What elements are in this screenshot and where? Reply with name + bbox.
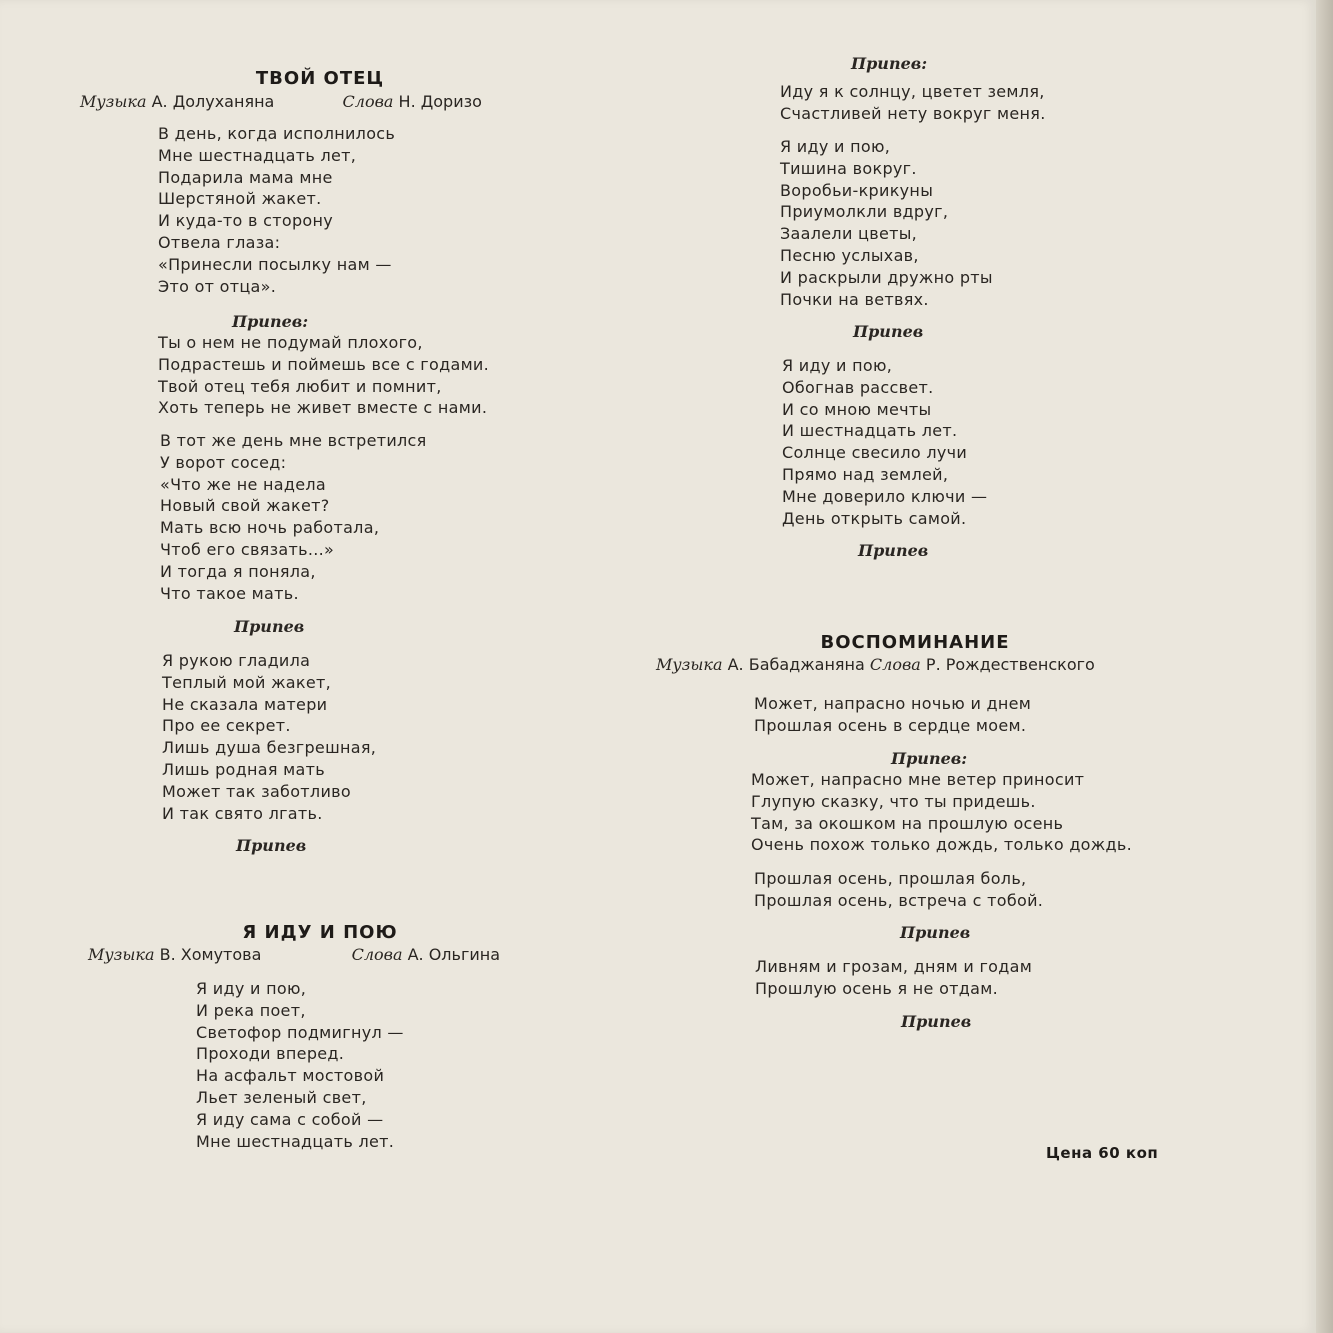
song2-credits (88, 945, 500, 964)
lyric-line: И куда-то в сторону (158, 211, 334, 231)
lyric-line: И раскрыли дружно рты (780, 267, 993, 287)
lyric-line: Обогнав рассвет. (782, 377, 934, 397)
lyric-line: Подарила мама мне (158, 167, 333, 187)
lyric-line: И шестнадцать лет. (782, 421, 958, 441)
song1-words-author: Н. Доризо (398, 92, 482, 111)
song1-refrain-label-2: Припев (234, 617, 305, 636)
lyric-line: Это от отца». (158, 276, 277, 296)
song1-verse1 (158, 123, 395, 297)
lyric-line: Я иду и пою, (782, 356, 893, 375)
song2-verse2 (780, 136, 993, 310)
lyric-line: В тот же день мне встретился (160, 431, 427, 450)
song2-refrain-label-3: Припев (858, 541, 929, 560)
song2-words-label: Слова (351, 945, 403, 964)
lyric-line: Про ее секрет. (162, 716, 291, 736)
lyric-line: Там, за окошком на прошлую осень (751, 813, 1064, 833)
lyric-line: Я рукою гладила (162, 651, 311, 670)
sleeve-edge (1316, 0, 1333, 1333)
song3-music-label: Музыка (656, 655, 723, 674)
lyric-line: В день, когда исполнилось (158, 124, 396, 143)
song1-verse2 (160, 430, 427, 604)
song1-verse3 (162, 650, 376, 824)
lyric-line: Чтоб его связать...» (160, 539, 335, 559)
song1-refrain-label-3: Припев (236, 836, 307, 855)
lyric-line: Может, напрасно мне ветер приносит (751, 770, 1085, 789)
song2-title: Я ИДУ И ПОЮ (242, 922, 398, 943)
song3-refrain (751, 769, 1132, 856)
lyric-line: Лишь родная мать (162, 759, 325, 779)
lyric-line: Мне шестнадцать лет, (158, 145, 357, 165)
song3-credits (656, 655, 1095, 674)
lyric-line: Подрастешь и поймешь все с годами. (158, 354, 490, 374)
lyric-line: Мне шестнадцать лет. (196, 1131, 395, 1151)
song3-refrain-label-3: Припев (901, 1012, 972, 1031)
song3-words-author: Р. Рождественского (925, 655, 1095, 674)
lyric-line: Может так заботливо (162, 781, 351, 801)
song2-music-label: Музыка (88, 945, 155, 964)
song2-verse3 (782, 355, 987, 529)
lyric-line: И со мною мечты (782, 399, 932, 419)
lyric-line: Мне доверило ключи — (782, 486, 988, 506)
song2-refrain-label-1: Припев: (851, 54, 928, 73)
lyric-line: Светофор подмигнул — (196, 1022, 404, 1042)
song1-credits (80, 92, 482, 111)
song1-music-label: Музыка (80, 92, 147, 111)
lyric-line: Проходи вперед. (196, 1044, 345, 1064)
lyric-line: Солнце свесило лучи (782, 443, 968, 463)
lyric-line: И тогда я поняла, (160, 561, 316, 581)
lyric-line: Я иду сама с собой — (196, 1109, 384, 1129)
lyric-line: Прямо над землей, (782, 464, 949, 484)
lyric-line: У ворот сосед: (160, 452, 287, 472)
lyric-line: Лишь душа безгрешная, (162, 738, 377, 758)
lyric-line: Тишина вокруг. (780, 158, 917, 178)
song3-title: ВОСПОМИНАНИЕ (820, 632, 1010, 653)
lyric-line: Прошлая осень в сердце моем. (754, 715, 1027, 735)
lyric-line: Прошлая осень, встреча с тобой. (754, 890, 1044, 910)
lyric-line: Ливням и грозам, дням и годам (755, 957, 1033, 976)
lyric-line: «Принесли посылку нам — (158, 254, 392, 274)
lyric-line: Очень похож только дождь, только дождь. (751, 835, 1132, 855)
lyric-line: Хоть теперь не живет вместе с нами. (158, 398, 488, 418)
lyric-line: И так свято лгать. (162, 803, 323, 823)
song3-verse2 (754, 868, 1043, 912)
lyric-line: Прошлая осень, прошлая боль, (754, 869, 1027, 888)
song2-refrain-label-2: Припев (853, 322, 924, 341)
lyric-line: Почки на ветвях. (780, 289, 929, 309)
lyric-line: Заалели цветы, (780, 224, 918, 244)
song1-refrain-label-1: Припев: (232, 312, 309, 331)
lyric-line: И река поет, (196, 1000, 306, 1020)
lyric-line: Шерстяной жакет. (158, 189, 322, 209)
lyric-line: На асфальт мостовой (196, 1066, 385, 1086)
song2-verse1 (196, 978, 404, 1152)
lyric-line: Новый свой жакет? (160, 496, 330, 516)
song3-refrain-label-1: Припев: (891, 749, 968, 768)
lyric-line: Не сказала матери (162, 694, 328, 714)
song3-music-author: А. Бабаджаняна (727, 655, 865, 674)
lyric-line: Что такое мать. (160, 583, 299, 603)
song1-title: ТВОЙ ОТЕЦ (255, 68, 385, 89)
song3-words-label: Слова (869, 655, 921, 674)
lyric-line: Теплый мой жакет, (162, 672, 331, 692)
lyric-line: Глупую сказку, что ты придешь. (751, 791, 1036, 811)
lyric-line: Иду я к солнцу, цветет земля, (780, 82, 1045, 101)
lyric-line: «Что же не надела (160, 474, 326, 494)
lyric-line: Может, напрасно ночью и днем (754, 694, 1032, 713)
lyric-line: Отвела глаза: (158, 232, 281, 252)
lyric-line: Прошлую осень я не отдам. (755, 978, 999, 998)
song1-words-label: Слова (342, 92, 394, 111)
lyric-line: Я иду и пою, (780, 137, 891, 156)
lyric-line: Счастливей нету вокруг меня. (780, 103, 1046, 123)
lyric-line: Льет зеленый свет, (196, 1087, 367, 1107)
lyric-line: Воробьи-крикуны (780, 180, 934, 200)
lyric-line: Ты о нем не подумай плохого, (158, 333, 423, 352)
song2-words-author: А. Ольгина (407, 945, 501, 964)
lyric-line: Мать всю ночь работала, (160, 518, 380, 538)
lyric-line: Приумолкли вдруг, (780, 202, 949, 222)
song3-verse1 (754, 693, 1031, 737)
song2-refrain (780, 81, 1046, 125)
lyric-line: Твой отец тебя любит и помнит, (158, 376, 442, 396)
song3-verse3 (755, 956, 1032, 1000)
lyric-line: Я иду и пою, (196, 979, 307, 998)
song1-refrain (158, 332, 489, 419)
song2-music-author: В. Хомутова (159, 945, 262, 964)
price: Цена 60 коп (1046, 1144, 1159, 1162)
song1-music-author: А. Долуханяна (151, 92, 275, 111)
lyric-line: День открыть самой. (782, 508, 967, 528)
song3-refrain-label-2: Припев (900, 923, 971, 942)
lyric-line: Песню услыхав, (780, 245, 919, 265)
